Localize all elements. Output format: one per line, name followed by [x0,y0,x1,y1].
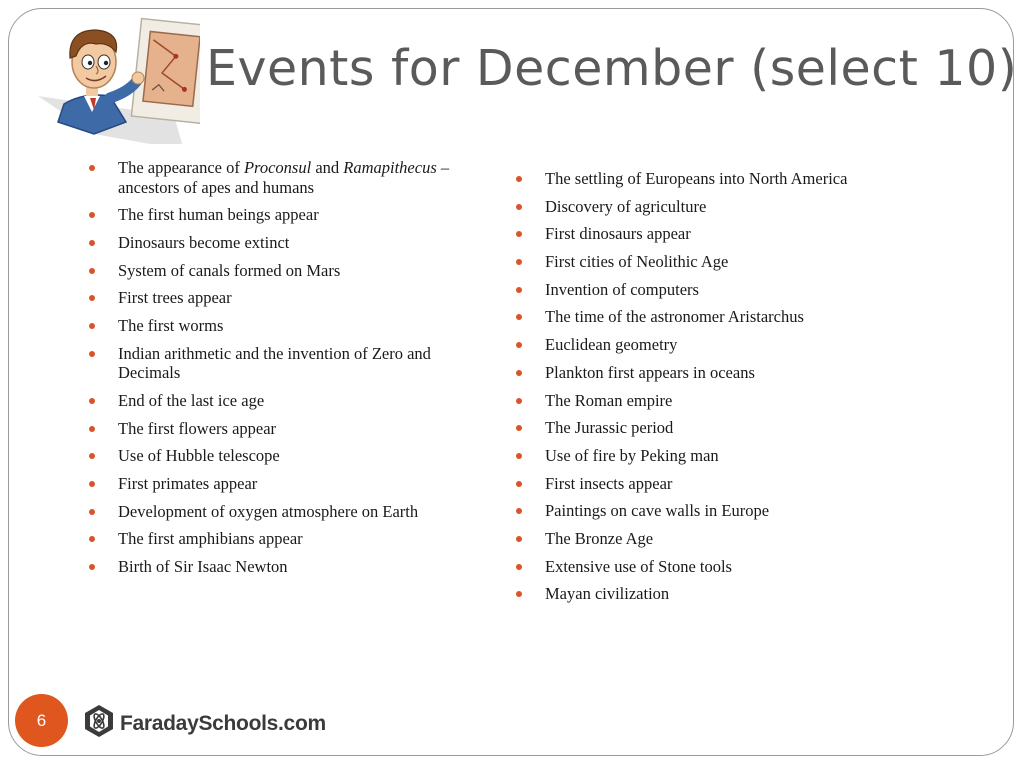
list-item [516,252,896,272]
list-item [516,280,896,300]
bullet-icon [516,453,522,459]
page-title: Events for December (select 10) [206,40,1018,97]
event-text: Use of Hubble telescope [118,446,280,466]
bullet-icon [89,453,95,459]
event-text: The first worms [118,315,224,335]
event-text: Dinosaurs become extinct [118,232,290,252]
event-text: The Jurassic period [545,418,674,438]
bullet-icon [89,536,95,542]
bullet-icon [516,425,522,431]
list-item [89,316,459,336]
bullet-icon [89,323,95,329]
bullet-icon [516,591,522,597]
list-item [516,474,896,494]
event-text: The time of the astronomer Aristarchus [545,307,804,327]
list-item [516,501,896,521]
list-item [516,307,896,327]
event-text: Use of fire by Peking man [545,445,719,465]
bullet-icon [89,240,95,246]
event-text: Paintings on cave walls in Europe [545,501,770,521]
event-text: The Roman empire [545,390,673,410]
bullet-icon [89,398,95,404]
bullet-icon [516,204,522,210]
bullet-icon [89,295,95,301]
list-item [89,344,459,383]
list-item [89,261,459,281]
list-item [516,391,896,411]
list-item [89,233,459,253]
cartoon-man-holding-map-icon [24,12,200,144]
list-item [516,363,896,383]
page-number: 6 [36,710,47,730]
list-item [516,418,896,438]
bullet-icon [89,165,95,171]
left-events-list [89,158,459,585]
list-item [89,288,459,308]
list-item [516,446,896,466]
event-text: Invention of computers [545,279,699,299]
bullet-icon [516,231,522,237]
event-text: The first flowers appear [118,418,277,438]
event-text: First dinosaurs appear [545,224,691,244]
list-item [516,197,896,217]
bullet-icon [89,351,95,357]
bullet-icon [89,268,95,274]
event-text: Birth of Sir Isaac Newton [118,556,288,576]
event-text: Discovery of agriculture [545,196,707,216]
logo-text: FaradaySchools.com [120,711,326,735]
event-text: The first human beings appear [118,205,319,225]
event-text: Mayan civilization [545,584,670,604]
bullet-icon [516,176,522,182]
list-item [89,158,459,197]
event-text: Ramapithecus [343,158,437,177]
bullet-icon [516,398,522,404]
bullet-icon [516,259,522,265]
list-item [516,169,896,189]
bullet-icon [516,481,522,487]
page-number-badge [15,694,68,747]
list-item [89,446,459,466]
list-item [516,584,896,604]
event-text: First cities of Neolithic Age [545,252,729,272]
event-text: and [311,158,344,177]
event-text: Indian arithmetic and the invention of Zero and Decimals [118,343,431,383]
right-events-list [516,169,896,612]
bullet-icon [516,536,522,542]
event-text: The first amphibians appear [118,529,303,549]
list-item [89,557,459,577]
list-item [516,557,896,577]
bullet-icon [516,342,522,348]
event-text: Development of oxygen atmosphere on Earth [118,501,419,521]
bullet-icon [89,481,95,487]
bullet-icon [516,314,522,320]
list-item [89,205,459,225]
bullet-icon [89,509,95,515]
event-text: The settling of Europeans into North America [545,169,848,188]
bullet-icon [89,212,95,218]
list-item [516,224,896,244]
list-item [89,529,459,549]
bullet-icon [89,426,95,432]
list-item [89,419,459,439]
bullet-icon [516,370,522,376]
atom-gear-icon [82,704,116,743]
event-text: First trees appear [118,288,232,308]
bullet-icon [516,508,522,514]
list-item [89,502,459,522]
list-item [89,391,459,411]
event-text: First primates appear [118,473,258,493]
event-text: Plankton first appears in oceans [545,362,755,382]
bullet-icon [516,287,522,293]
event-text: The appearance of [118,158,244,177]
list-item [516,529,896,549]
faraday-schools-logo [82,704,326,743]
bullet-icon [89,564,95,570]
event-text: Euclidean geometry [545,335,678,355]
list-item [516,335,896,355]
event-text: System of canals formed on Mars [118,260,341,280]
event-text: End of the last ice age [118,390,265,410]
list-item [89,474,459,494]
bullet-icon [516,564,522,570]
event-text: – ancestors of apes and humans [118,158,450,197]
event-text: The Bronze Age [545,528,654,548]
event-text: First insects appear [545,473,673,493]
event-text: Proconsul [243,158,312,177]
event-text: Extensive use of Stone tools [545,556,732,576]
